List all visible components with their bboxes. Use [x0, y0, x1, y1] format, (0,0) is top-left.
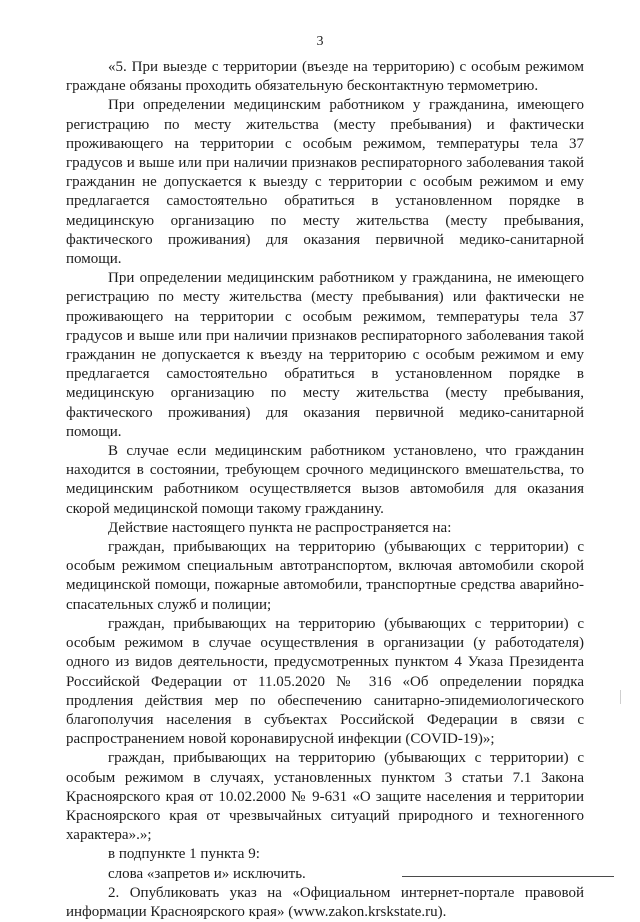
- page-number: 3: [316, 34, 324, 49]
- paragraph-registered-residents: При определении медицинским работником у гражданина, имеющего регистрацию по месту жительства (месту пребывания) и фактически проживающего на территории с особым режимом, температуры тела 37 градусов и выше или при наличии признаков респираторного заболевания такой гражданин не допускается к выезду с территории с особым режимом и ему предлагается самостоятельно обратиться в установленном порядке в медицинскую организацию по месту жительства (месту пребывания, фактического проживания) для оказания первичной медико-санитарной помощи.: [66, 97, 584, 268]
- paragraph-exception-presidential-decree: граждан, прибывающих на территорию (убывающих с территории) с особым режимом в случае осуществления в организации (у работодателя) одного из видов деятельности, предусмотренных пунктом 4 Указа Президента Российской Федерации от 11.05.2020 № 316 «Об определении порядка продления действия мер по обеспечению санитарно-эпидемиологического благополучия населения в субъектах Российской Федерации в связи с распространением новой коронавирусной инфекции (COVID-19)»;: [66, 615, 584, 748]
- paragraph-non-registered: При определении медицинским работником у гражданина, не имеющего регистрацию по месту жительства (месту пребывания) или фактически не проживающего на территории с особым режимом, температуры тела 37 градусов и выше или при наличии признаков респираторного заболевания такой гражданин не допускается к въезду на территорию с особым режимом и ему предлагается самостоятельно обратиться в установленном порядке в медицинскую организацию по месту жительства (месту пребывания, фактического проживания) для оказания первичной медико-санитарной помощи.: [66, 270, 584, 440]
- paragraph-exception-special-transport: граждан, прибывающих на территорию (убывающих с территории) с особым режимом специальным автотранспортом, включая автомобили скорой медицинской помощи, пожарные автомобили, транспортные средства аварийно-спасательных служб и полиции;: [66, 539, 584, 613]
- paragraph-exception-regional-law: граждан, прибывающих на территорию (убывающих с территории) с особым режимом в случаях, установленных пунктом 3 статьи 7.1 Закона Красноярского края от 10.02.2000 № 9-631 «О защите населения и территории Красноярского края от чрезвычайных ситуаций природного и техногенного характера».»;: [66, 750, 584, 844]
- decree-body: [66, 58, 584, 922]
- paragraph-words-excluded: слова «запретов и» исключить.: [108, 865, 306, 882]
- paragraph-point-5-intro: «5. При выезде с территории (въезде на территорию) с особым режимом граждане обязаны проходить обязательную бесконтактную термометрию.: [66, 59, 584, 95]
- bottom-rule: [402, 876, 614, 877]
- scan-edge-mark: [620, 690, 621, 704]
- paragraph-subpoint-9: в подпункте 1 пункта 9:: [108, 846, 260, 863]
- paragraph-emergency-care: В случае если медицинским работником установлено, что гражданин находится в состоянии, требующем срочного медицинского вмешательства, то медицинским работником осуществляется вызов автомобиля для оказания скорой медицинской помощи такому гражданину.: [66, 443, 584, 517]
- paragraph-exceptions-intro: Действие настоящего пункта не распространяется на:: [108, 519, 452, 536]
- paragraph-publication: 2. Опубликовать указ на «Официальном интернет-портале правовой информации Красноярского края» (www.zakon.krskstate.ru).: [66, 884, 584, 920]
